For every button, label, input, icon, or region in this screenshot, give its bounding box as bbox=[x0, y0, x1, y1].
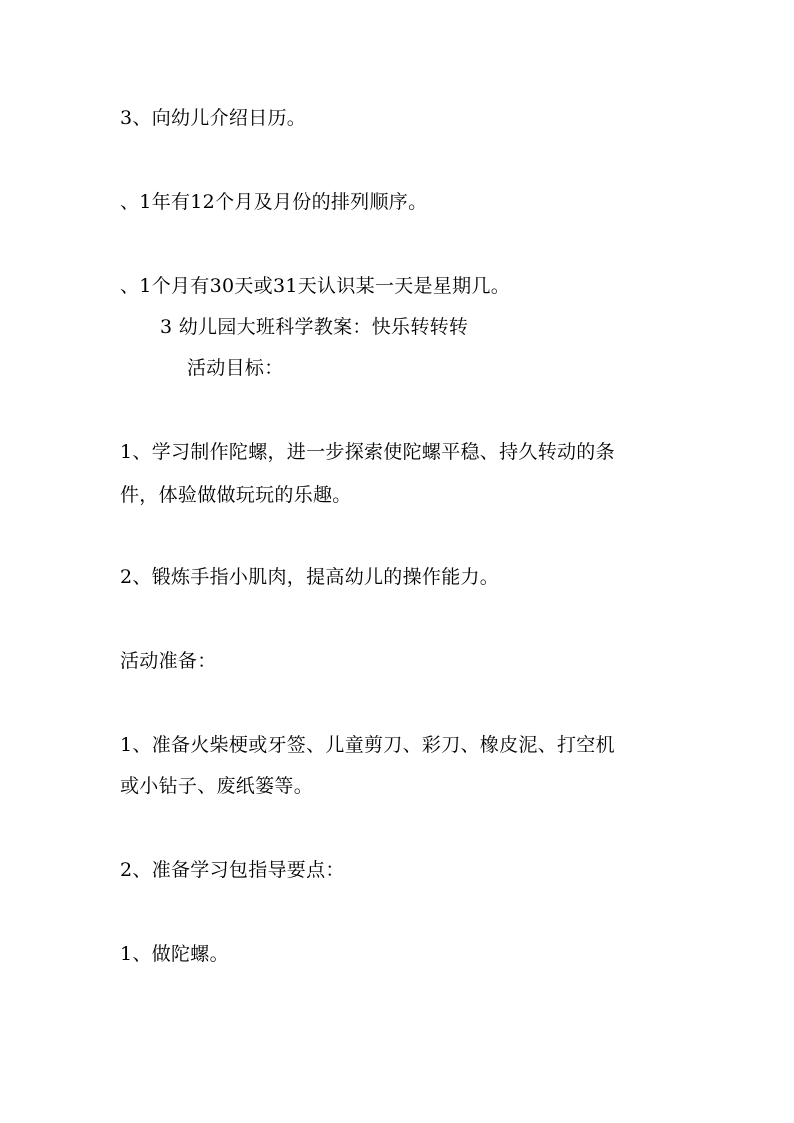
guidance-item-1: 1、做陀螺。 bbox=[120, 943, 229, 965]
text-line-days: 、1个月有30天或31天认识某一天是星期几。 bbox=[120, 275, 511, 297]
section-heading-preparation: 活动准备： bbox=[120, 650, 217, 672]
objective-item-1: 1、学习制作陀螺，进一步探索使陀螺平稳、持久转动的条 bbox=[120, 441, 615, 463]
objective-item-2: 2、锻炼手指小肌肉，提高幼儿的操作能力。 bbox=[120, 566, 500, 588]
text-line-calendar-intro: 3、向幼儿介绍日历。 bbox=[120, 107, 307, 129]
section-heading-objectives: 活动目标： bbox=[187, 357, 284, 379]
text-line-months: 、1年有12个月及月份的排列顺序。 bbox=[120, 191, 428, 213]
objective-item-1-continued: 件，体验做做玩玩的乐趣。 bbox=[120, 484, 352, 506]
preparation-item-1-continued: 或小钻子、废纸篓等。 bbox=[120, 775, 314, 797]
lesson-title: 3 幼儿园大班科学教案：快乐转转转 bbox=[160, 316, 469, 338]
preparation-item-1: 1、准备火柴梗或牙签、儿童剪刀、彩刀、橡皮泥、打空机 bbox=[120, 734, 615, 756]
preparation-item-2: 2、准备学习包指导要点： bbox=[120, 859, 345, 881]
